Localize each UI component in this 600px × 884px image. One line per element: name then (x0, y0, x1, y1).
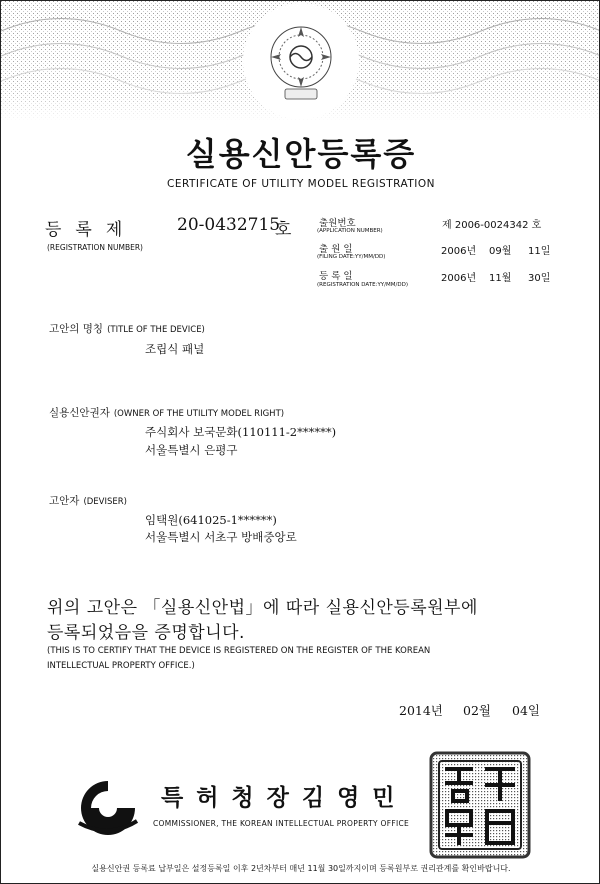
kipo-logo-icon (73, 777, 143, 839)
deviser-label (49, 493, 127, 508)
certificate-title: 실용신안등록증 (185, 135, 417, 173)
commissioner-signature (161, 779, 408, 812)
deviser-label-en: (DEVISER) (83, 497, 127, 507)
registration-date-label-en: (REGISTRATION DATE:YY/MM/DD) (317, 282, 408, 288)
deviser-name: 임택원(641025-1******) (145, 513, 277, 527)
issue-date-day: 04일 (512, 703, 540, 718)
deviser-label-ko: 고안자 (49, 495, 80, 507)
certification-statement-line2: 등록되었음을 증명합니다. (47, 623, 245, 643)
certification-statement-en-line1: (THIS IS TO CERTIFY THAT THE DEVICE IS REGISTERED ON THE REGISTER OF THE KOREAN (47, 646, 431, 656)
issue-date-month: 02월 (463, 703, 491, 718)
filing-date-label: 출 원 일 (319, 244, 353, 255)
device-title-label-ko: 고안의 명칭 (49, 323, 104, 335)
device-title-label (49, 321, 205, 336)
owner-label-en: (OWNER OF THE UTILITY MODEL RIGHT) (113, 409, 285, 419)
government-emblem-icon (263, 19, 339, 105)
certification-statement-en-line2: INTELLECTUAL PROPERTY OFFICE.) (47, 661, 195, 671)
owner-name: 주식회사 보국문화(110111-2******) (145, 425, 337, 439)
commissioner-title: 특허청장 (161, 785, 302, 811)
application-number-value: 제 2006-0024342 호 (442, 220, 542, 231)
registration-date-label: 등 록 일 (319, 271, 353, 282)
commissioner-title-en: COMMISSIONER, THE KOREAN INTELLECTUAL PROPERTY OFFICE (153, 819, 410, 828)
registration-suffix: 호 (275, 220, 292, 240)
filing-date-year: 2006년 (441, 246, 477, 257)
application-number-label-en: (APPLICATION NUMBER) (317, 228, 383, 234)
registration-label: 등록제 (45, 220, 137, 240)
filing-date-label-en: (FILING DATE:YY/MM/DD) (317, 254, 386, 260)
registration-label-en: (REGISTRATION NUMBER) (47, 243, 143, 252)
commissioner-name: 김영민 (301, 785, 408, 811)
registration-number: 20-0432715 (177, 215, 281, 235)
filing-date-day: 11일 (528, 246, 551, 257)
device-title-value: 조립식 패널 (145, 342, 205, 356)
issue-date-year: 2014년 (399, 703, 443, 718)
official-seal-icon (427, 749, 533, 861)
registration-date-year: 2006년 (441, 273, 477, 284)
registration-date-month: 11월 (489, 273, 512, 284)
certificate-title-en: CERTIFICATE OF UTILITY MODEL REGISTRATION (166, 178, 436, 190)
deviser-address: 서울특별시 서초구 방배중앙로 (145, 530, 297, 544)
footer-note: 실용신안권 등록료 납부일은 설정등록일 이후 2년차부터 매년 11월 30일까지이며 등록원부로 권리관계를 확인바랍니다. (91, 864, 511, 873)
application-number-label: 출원번호 (319, 218, 356, 229)
owner-label-ko: 실용신안권자 (49, 407, 110, 419)
device-title-label-en: (TITLE OF THE DEVICE) (107, 325, 205, 335)
certification-statement-line1: 위의 고안은 「실용신안법」에 따라 실용신안등록원부에 (47, 598, 478, 618)
owner-label (49, 405, 284, 420)
registration-date-day: 30일 (528, 273, 551, 284)
owner-address: 서울특별시 은평구 (145, 443, 238, 457)
filing-date-month: 09월 (489, 246, 512, 257)
